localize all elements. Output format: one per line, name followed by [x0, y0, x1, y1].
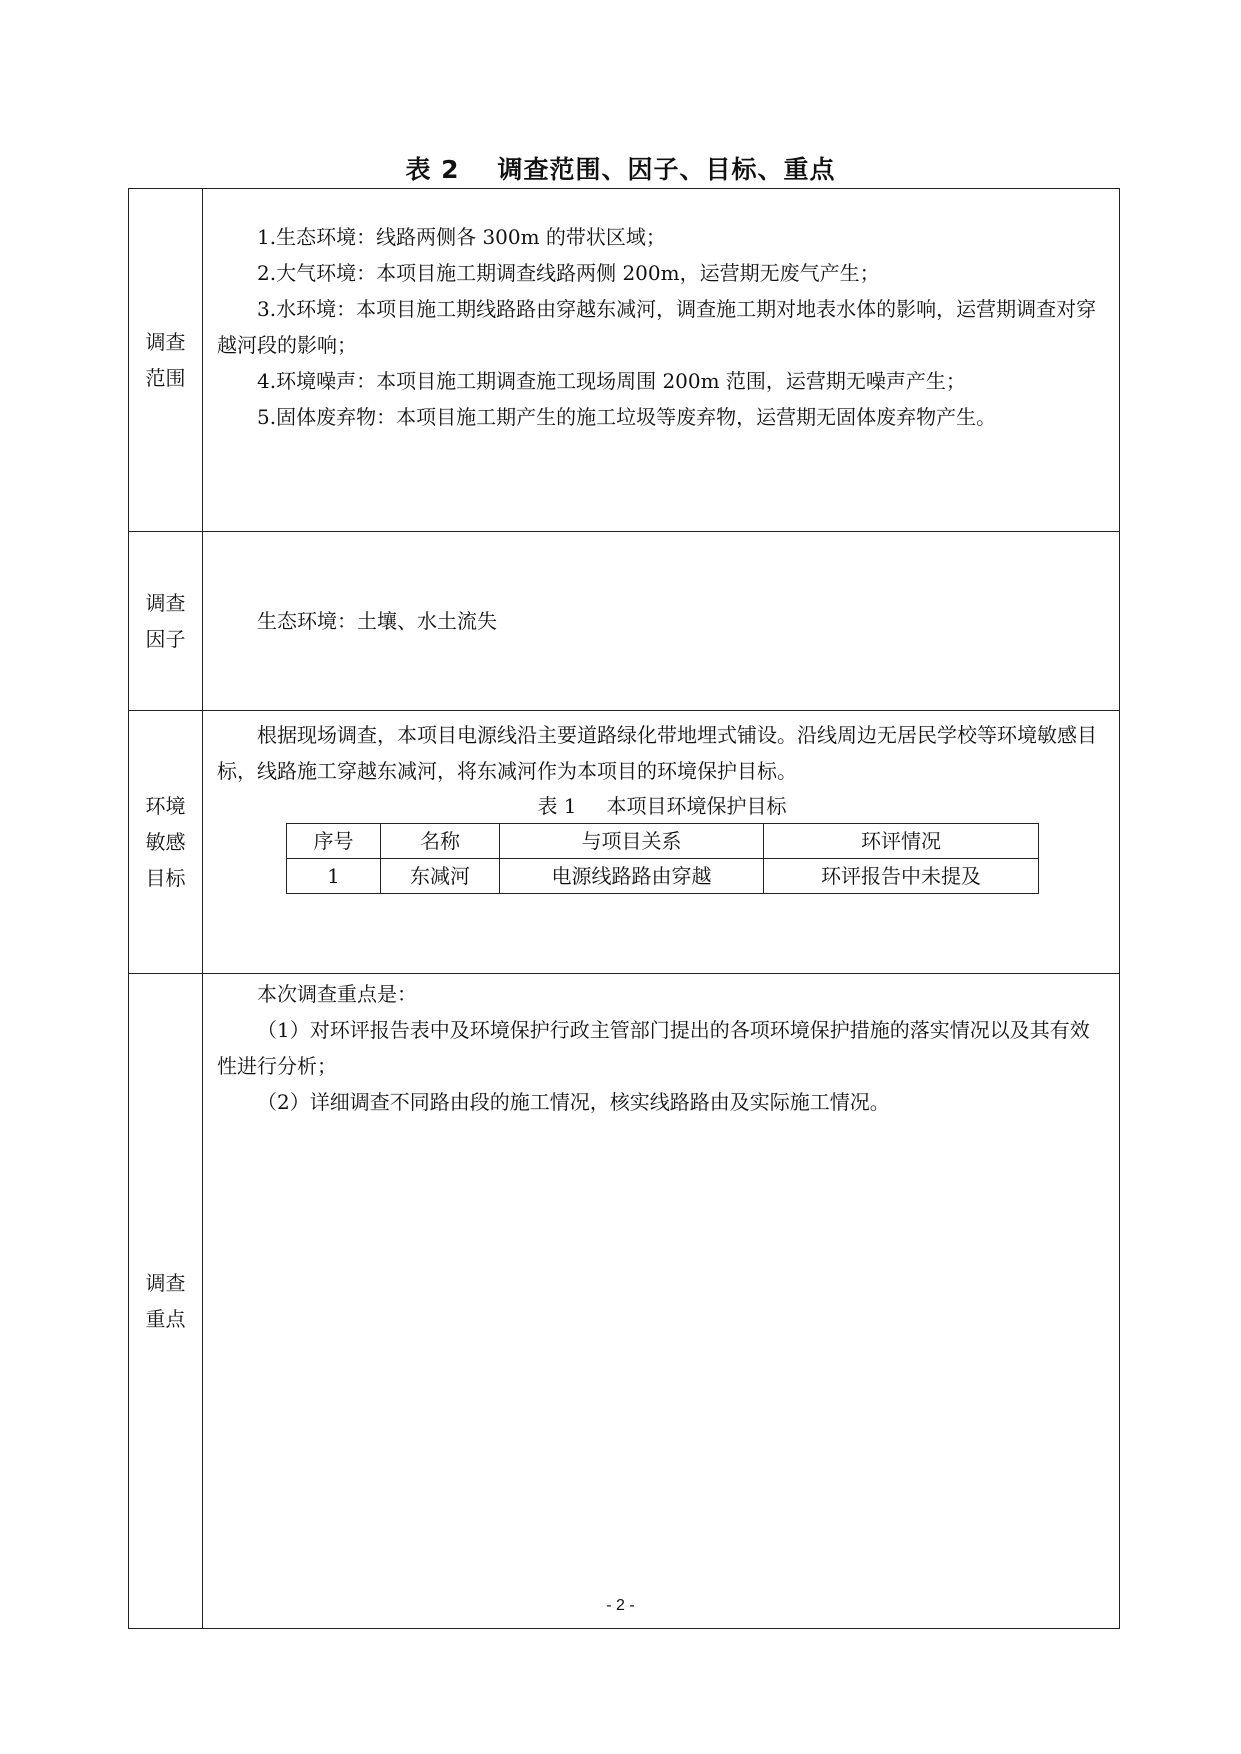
header-cell: 序号 — [287, 824, 381, 859]
table-row — [287, 859, 1039, 894]
scope-item: 2.大气环境：本项目施工期调查线路两侧 200m，运营期无废气产生； — [257, 261, 880, 285]
row-label-factor: 调查 因子 — [129, 532, 203, 711]
row-label-scope: 调查 范围 — [129, 189, 203, 532]
scope-item: 4.环境噪声：本项目施工期调查施工现场周围 200m 范围，运营期无噪声产生； — [257, 369, 966, 393]
focus-intro: 本次调查重点是： — [257, 982, 417, 1006]
sub-table-header-row — [287, 824, 1039, 859]
header-cell: 与项目关系 — [500, 824, 764, 859]
sub-table-number: 表 1 — [537, 794, 577, 818]
protection-target-table — [286, 823, 1039, 894]
cell: 电源线路路由穿越 — [500, 859, 764, 894]
table-number: 表 2 — [405, 155, 460, 184]
scope-item: 1.生态环境：线路两侧各 300m 的带状区域； — [257, 225, 666, 249]
scope-item: 5.固体废弃物：本项目施工期产生的施工垃圾等废弃物，运营期无固体废弃物产生。 — [257, 405, 997, 429]
row-label-focus: 调查 重点 — [129, 974, 203, 1629]
sub-table-title-text: 本项目环境保护目标 — [606, 794, 787, 818]
survey-table — [128, 188, 1120, 1629]
target-intro: 根据现场调查，本项目电源线沿主要道路绿化带地埋式铺设。沿线周边无居民学校等环境敏感目标，线路施工穿越东减河，将东减河作为本项目的环境保护目标。 — [217, 723, 1097, 783]
row-label-target: 环境 敏感 目标 — [129, 711, 203, 974]
header-cell: 环评情况 — [764, 824, 1039, 859]
scope-item: 3.水环境：本项目施工期线路路由穿越东减河，调查施工期对地表水体的影响，运营期调查对穿越河段的影响； — [217, 297, 1097, 357]
table-row-scope — [129, 189, 1120, 532]
cell: 环评报告中未提及 — [764, 859, 1039, 894]
target-content — [203, 711, 1120, 974]
table-row-focus — [129, 974, 1120, 1629]
cell: 1 — [287, 859, 381, 894]
sub-table-title — [217, 789, 1107, 823]
focus-item: （2）详细调查不同路由段的施工情况，核实线路路由及实际施工情况。 — [257, 1090, 890, 1114]
focus-content — [203, 974, 1120, 1629]
cell: 东减河 — [381, 859, 500, 894]
page-number: - 2 - — [606, 1597, 635, 1614]
scope-content — [203, 189, 1120, 532]
focus-item: （1）对环评报告表中及环境保护行政主管部门提出的各项环境保护措施的落实情况以及其有效性进行分析； — [217, 1018, 1090, 1078]
table-row-factor — [129, 532, 1120, 711]
page-title — [0, 150, 1241, 186]
factor-text: 生态环境：土壤、水土流失 — [257, 609, 497, 633]
table-row-target — [129, 711, 1120, 974]
table-title-text: 调查范围、因子、目标、重点 — [497, 155, 836, 184]
header-cell: 名称 — [381, 824, 500, 859]
factor-content — [203, 532, 1120, 711]
